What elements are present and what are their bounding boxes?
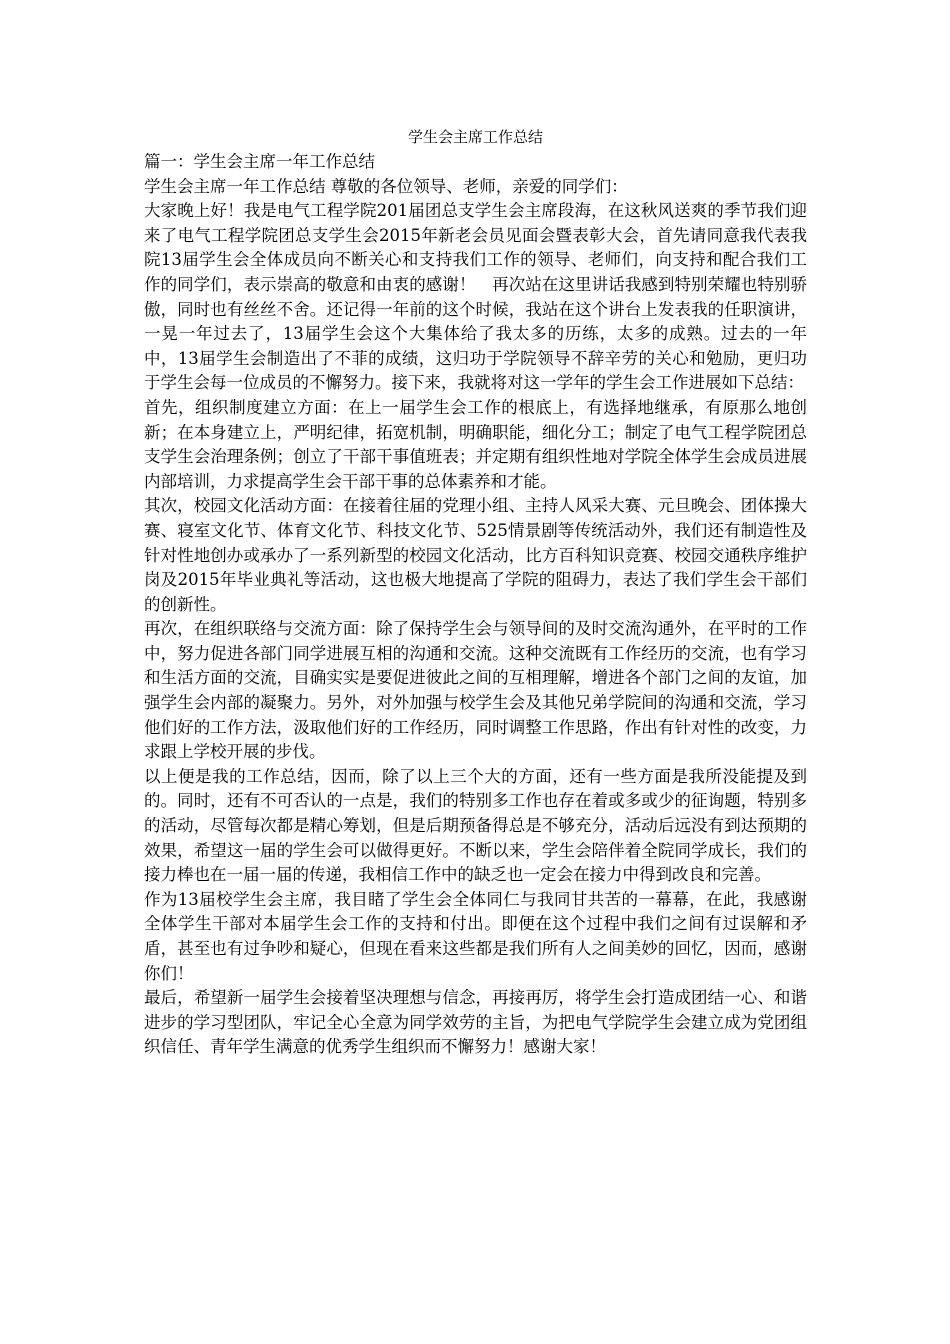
paragraph-thanks: 作为13届校学生会主席，我目睹了学生会全体同仁与我同甘共苦的一幕幕，在此，我感谢全体学生干部对本届学生会工作的支持和付出。即便在这个过程中我们之间有过误解和矛盾，甚至也有过争吵和疑心，但现在看来这些都是我们所有人之间美妙的回忆，因而，感谢你们！ [144,889,807,983]
paragraph-section-heading: 篇一：学生会主席一年工作总结 [144,152,375,171]
paragraph-shortcomings: 以上便是我的工作总结，因而，除了以上三个大的方面，还有一些方面是我所没能提及到的。同时，还有不可否认的一点是，我们的特别多工作也存在着或多或少的征询题，特别多的活动，尽管每次都是精心筹划，但是后期预备得总是不够充分，活动后远没有到达预期的效果，希望这一届的学生会可以做得更好。不断以来，学生会陪伴着全院同学成长，我们的接力棒也在一届一届的传递，我相信工作中的缺乏也一定会在接力中得到改良和完善。 [144,766,807,885]
paragraph-closing: 最后，希望新一届学生会接着坚决理想与信念，再接再厉，将学生会打造成团结一心、和谐进步的学习型团队，牢记全心全意为同学效劳的主旨，为把电气学院学生会建立成为党团组织信任、青年学生满意的优秀学生组织而不懈努力！感谢大家！ [144,988,807,1057]
document-title: 学生会主席工作总结 [407,128,543,146]
paragraph-introduction: 大家晚上好！我是电气工程学院201届团总支学生会主席段海，在这秋风送爽的季节我们迎来了电气工程学院团总支学生会2015年新老会员见面会暨表彰大会，首先请同意我代表我院13届学生会全体成员向不断关心和支持我们工作的领导、老师们，向支持和配合我们工作的同学们，表示崇高的敬意和由衷的感谢！ 再次站在这里讲话我感到特别荣耀也特别骄傲，同时也有丝丝不舍。还记得一年前的这个时候，我站在这个讲台上发表我的任职演讲，一晃一年过去了，13届学生会这个大集体给了我太多的历练，太多的成熟。过去的一年中，13届学生会制造出了不菲的成绩，这归功于学院领导不辞辛劳的关心和勉励，更归功于学生会每一位成员的不懈努力。接下来，我就将对这一学年的学生会工作进展如下总结： [144,201,807,393]
paragraph-greeting: 学生会主席一年工作总结 尊敬的各位领导、老师，亲爱的同学们： [144,176,628,196]
paragraph-communication: 再次，在组织联络与交流方面：除了保持学生会与领导间的及时交流沟通外，在平时的工作中，努力促进各部门同学进展互相的沟通和交流。这种交流既有工作经历的交流，也有学习和生活方面的交流，目确实实是要促进彼此之间的互相理解，增进各个部门之间的友谊，加强学生会内部的凝聚力。另外，对外加强与校学生会及其他兄弟学院间的沟通和交流，学习他们好的工作方法，汲取他们好的工作经历，同时调整工作思路，作出有针对性的改变，力求跟上学校开展的步伐。 [144,619,807,762]
document-page [144,124,807,1060]
paragraph-organization: 首先，组织制度建立方面：在上一届学生会工作的根底上，有选择地继承，有原那么地创新；在本身建立上，严明纪律，拓宽机制，明确职能，细化分工；制定了电气工程学院团总支学生会治理条例；创立了干部干事值班表；并定期有组织性地对学院全体学生会成员进展内部培训，力求提高学生会干部干事的总体素养和才能。 [144,397,807,491]
paragraph-campus-culture: 其次，校园文化活动方面：在接着往届的党理小组、主持人风采大赛、元旦晚会、团体操大赛、寝室文化节、体育文化节、科技文化节、525情景剧等传统活动外，我们还有制造性及针对性地创办或承办了一系列新型的校园文化活动，比方百科知识竞赛、校园交通秩序维护岗及2015年毕业典礼等活动，这也极大地提高了学院的阻碍力，表达了我们学生会干部们的创新性。 [144,496,807,614]
